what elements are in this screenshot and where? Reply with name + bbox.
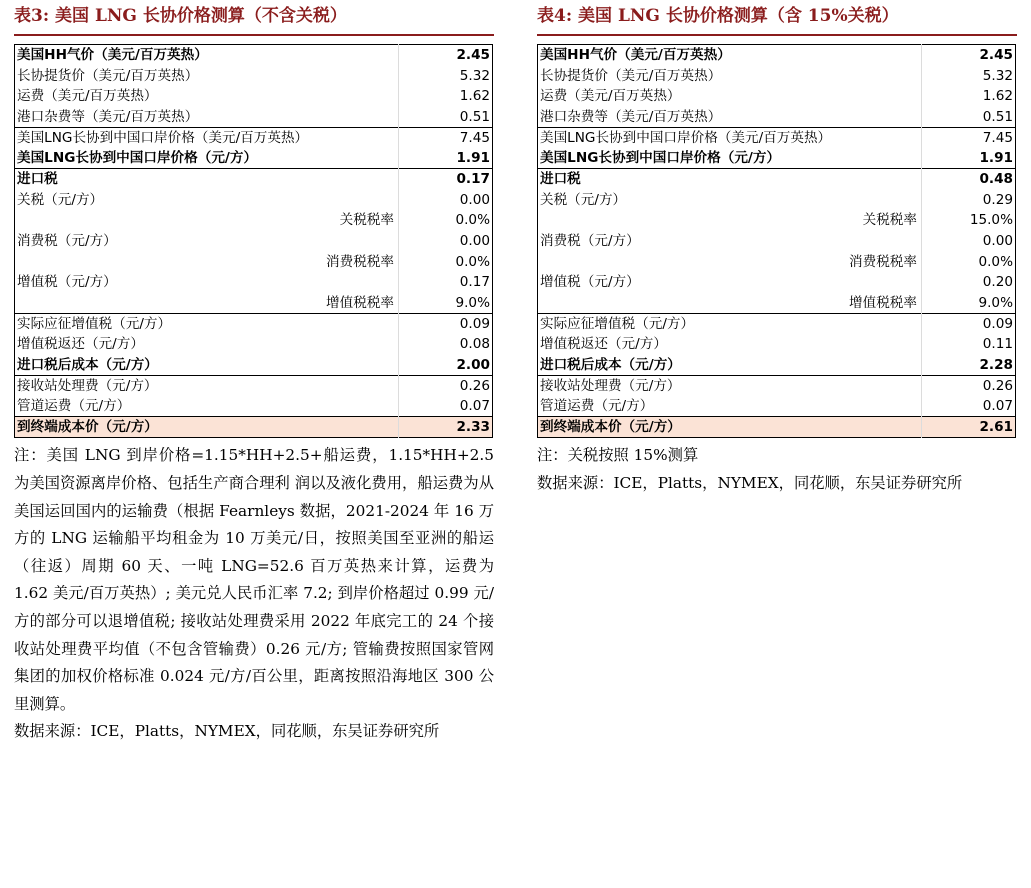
row-label: 实际应征增值税（元/方）	[538, 313, 922, 334]
table-row	[15, 396, 493, 417]
table4	[537, 44, 1016, 438]
row-label: 关税税率	[538, 210, 922, 231]
row-value: 0.51	[982, 108, 1013, 125]
table-row	[538, 334, 1016, 355]
row-value: 0.08	[459, 336, 490, 353]
table3-title: 表3: 美国 LNG 长协价格测算（不含关税）	[14, 6, 347, 26]
row-label: 美国LNG长协到中国口岸价格（元/方）	[538, 148, 922, 169]
table-row	[15, 417, 493, 438]
row-value: 0.00	[459, 191, 490, 208]
row-value: 2.00	[456, 356, 490, 373]
row-label: 增值税返还（元/方）	[538, 334, 922, 355]
row-value: 2.45	[979, 47, 1013, 64]
row-value: 0.00	[459, 233, 490, 250]
table-row	[538, 251, 1016, 272]
row-value: 0.48	[922, 169, 1016, 190]
table-row	[15, 169, 493, 190]
row-label: 增值税税率	[15, 293, 399, 314]
row-label: 增值税（元/方）	[15, 272, 399, 293]
row-value: 1.62	[459, 88, 490, 105]
table-row	[15, 251, 493, 272]
row-value: 1.62	[982, 88, 1013, 105]
row-value: 0.20	[982, 274, 1013, 291]
row-value: 1.91	[456, 150, 490, 167]
row-value: 9.0%	[978, 294, 1013, 311]
row-label: 运费（美元/百万英热）	[15, 86, 399, 107]
table4-note: 注：关税按照 15%测算	[537, 446, 699, 465]
row-label: 消费税税率	[538, 251, 922, 272]
row-value: 0.07	[459, 398, 490, 415]
table-row	[538, 272, 1016, 293]
row-value: 9.0%	[455, 294, 490, 311]
table-row	[538, 355, 1016, 376]
table3-title-rule	[14, 34, 494, 36]
table-row	[15, 334, 493, 355]
row-value: 0.09	[922, 313, 1016, 334]
row-label: 关税（元/方）	[15, 189, 399, 210]
row-label: 到终端成本价（元/方）	[15, 417, 399, 438]
table-row	[15, 231, 493, 252]
row-value: 5.32	[982, 67, 1013, 84]
row-label: 进口税后成本（元/方）	[538, 355, 922, 376]
row-value: 1.91	[979, 150, 1013, 167]
row-value: 2.28	[979, 356, 1013, 373]
table-row	[15, 107, 493, 128]
table3	[14, 44, 493, 438]
table-row	[538, 293, 1016, 314]
table-row	[538, 148, 1016, 169]
row-label: 进口税后成本（元/方）	[15, 355, 399, 376]
row-label: 进口税	[15, 169, 399, 190]
row-value: 0.29	[982, 191, 1013, 208]
table-row	[538, 189, 1016, 210]
row-value: 7.45	[399, 127, 493, 148]
row-label: 增值税（元/方）	[538, 272, 922, 293]
table-row	[538, 45, 1016, 66]
row-value: 0.09	[399, 313, 493, 334]
table-row	[15, 189, 493, 210]
row-label: 港口杂费等（美元/百万英热）	[15, 107, 399, 128]
row-value: 2.33	[399, 417, 493, 438]
table3-panel	[14, 0, 494, 746]
table-row	[538, 417, 1016, 438]
row-value: 0.0%	[455, 253, 490, 270]
row-value: 0.0%	[978, 253, 1013, 270]
table-row	[15, 272, 493, 293]
row-label: 增值税返还（元/方）	[15, 334, 399, 355]
row-label: 美国HH气价（美元/百万英热）	[538, 45, 922, 66]
row-value: 2.45	[456, 47, 490, 64]
row-value: 0.11	[982, 336, 1013, 353]
table-row	[15, 148, 493, 169]
row-value: 0.26	[922, 376, 1016, 397]
table4-title: 表4: 美国 LNG 长协价格测算（含 15%关税）	[537, 6, 899, 26]
table4-title-rule	[537, 34, 1017, 36]
row-label: 实际应征增值税（元/方）	[15, 313, 399, 334]
row-label: 关税（元/方）	[538, 189, 922, 210]
row-label: 进口税	[538, 169, 922, 190]
table-row	[538, 396, 1016, 417]
table-row	[538, 107, 1016, 128]
table4-notes	[537, 442, 1017, 497]
table-row	[538, 313, 1016, 334]
table-row	[15, 86, 493, 107]
row-value: 15.0%	[969, 212, 1013, 229]
row-label: 增值税税率	[538, 293, 922, 314]
table-row	[15, 65, 493, 86]
row-value: 5.32	[459, 67, 490, 84]
table4-source: 数据来源：ICE，Platts，NYMEX，同花顺，东吴证券研究所	[537, 473, 963, 492]
table-row	[15, 376, 493, 397]
table3-note: 注：美国 LNG 到岸价格=1.15*HH+2.5+船运费，1.15*HH+2.5 为美国资源离岸价格、包括生产商合理利 润以及液化费用，船运费为从美国运回国内的运输费（根据 Fearnleys 数据，2021-2024 年 16 万方的 LNG 运输船平均租金为 10 万美元/日，按照美国至亚洲的船运（往返）周期 60 天、一吨 LNG=52.6 百万英热来计算，运费为 1.62 美元/百万英热）; 美元兑人民币汇率 7.2; 到岸价格超过 0.99 元/方的部分可以退增值税; 接收站处理费采用 2022 年底完工的 24 个接收站处理费平均值（不包含管输费）0.26 元/方; 管输费按照国家管网集团的加权价格标准 0.024 元/方/百公里，距离按照沿海地区 300 公里测算。	[14, 446, 494, 713]
row-label: 消费税（元/方）	[538, 231, 922, 252]
table-row	[538, 376, 1016, 397]
row-label: 美国LNG长协到中国口岸价格（美元/百万英热）	[538, 127, 922, 148]
table-row	[538, 65, 1016, 86]
row-value: 0.00	[982, 233, 1013, 250]
table-row	[15, 45, 493, 66]
row-label: 管道运费（元/方）	[538, 396, 922, 417]
row-value: 0.17	[399, 169, 493, 190]
table-row	[538, 231, 1016, 252]
row-label: 消费税税率	[15, 251, 399, 272]
table-row	[15, 293, 493, 314]
row-value: 0.07	[982, 398, 1013, 415]
table-row	[538, 86, 1016, 107]
row-label: 美国LNG长协到中国口岸价格（美元/百万英热）	[15, 127, 399, 148]
row-label: 美国LNG长协到中国口岸价格（元/方）	[15, 148, 399, 169]
row-label: 到终端成本价（元/方）	[538, 417, 922, 438]
table-row	[538, 127, 1016, 148]
row-label: 港口杂费等（美元/百万英热）	[538, 107, 922, 128]
row-label: 关税税率	[15, 210, 399, 231]
table-row	[15, 210, 493, 231]
row-label: 长协提货价（美元/百万英热）	[15, 65, 399, 86]
table-row	[15, 355, 493, 376]
table3-source: 数据来源：ICE，Platts，NYMEX，同花顺，东吴证券研究所	[14, 722, 440, 741]
row-label: 运费（美元/百万英热）	[538, 86, 922, 107]
row-value: 7.45	[922, 127, 1016, 148]
row-value: 0.51	[459, 108, 490, 125]
row-label: 消费税（元/方）	[15, 231, 399, 252]
row-label: 管道运费（元/方）	[15, 396, 399, 417]
row-value: 0.17	[459, 274, 490, 291]
table-row	[15, 313, 493, 334]
row-label: 接收站处理费（元/方）	[538, 376, 922, 397]
table-row	[15, 127, 493, 148]
row-value: 0.26	[399, 376, 493, 397]
table-row	[538, 169, 1016, 190]
row-label: 美国HH气价（美元/百万英热）	[15, 45, 399, 66]
table4-panel	[537, 0, 1017, 498]
row-value: 0.0%	[455, 212, 490, 229]
row-label: 长协提货价（美元/百万英热）	[538, 65, 922, 86]
table3-notes	[14, 442, 494, 746]
row-value: 2.61	[922, 417, 1016, 438]
table-row	[538, 210, 1016, 231]
row-label: 接收站处理费（元/方）	[15, 376, 399, 397]
